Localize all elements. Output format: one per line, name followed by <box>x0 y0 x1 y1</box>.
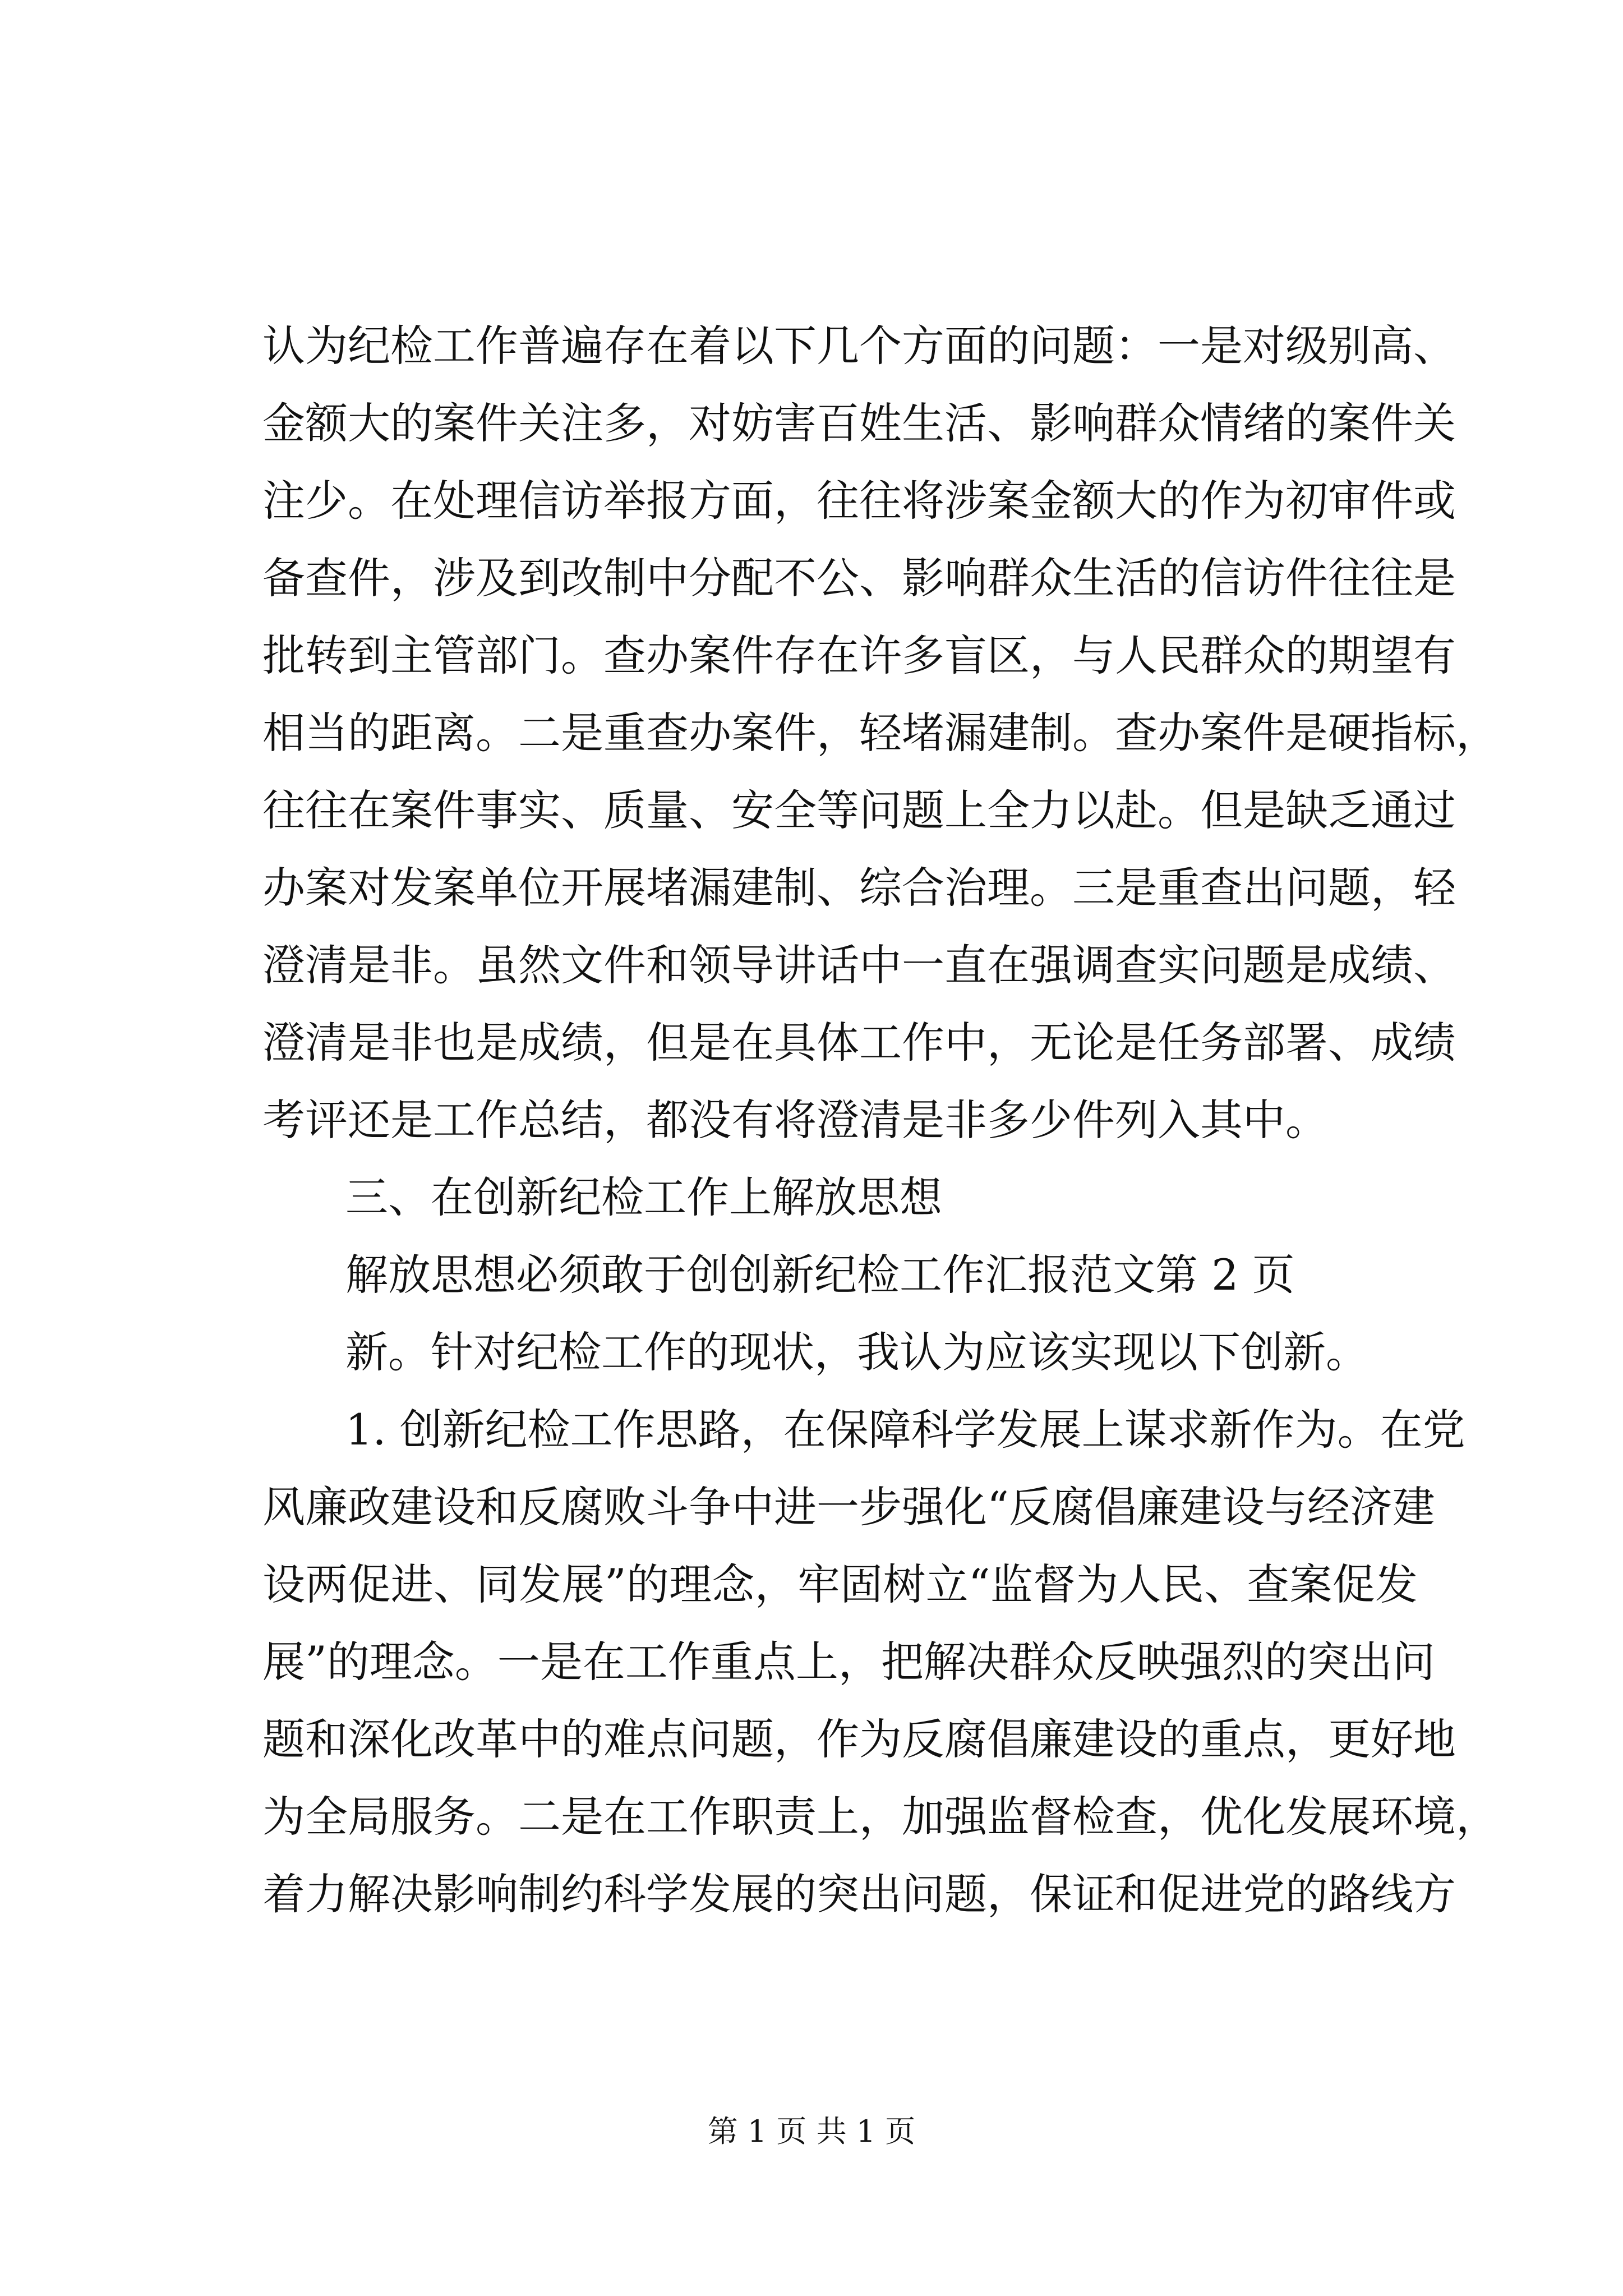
paragraph-line: 金额大的案件关注多，对妨害百姓生活、影响群众情绪的案件关 <box>262 398 1456 448</box>
paragraph-line: 设两促进、同发展”的理念，牢固树立“监督为人民、查案促发 <box>262 1559 1418 1609</box>
paragraph-line: 备查件，涉及到改制中分配不公、影响群众生活的信访件往往是 <box>262 553 1456 603</box>
paragraph-line: 注少。在处理信访举报方面，往往将涉案金额大的作为初审件或 <box>262 476 1456 526</box>
paragraph-line: 解放思想必须敢于创创新纪检工作汇报范文第 2 页 <box>345 1250 1295 1300</box>
paragraph-line: 往往在案件事实、质量、安全等问题上全力以赴。但是缺乏通过 <box>262 785 1456 835</box>
paragraph-line: 相当的距离。二是重查办案件，轻堵漏建制。查办案件是硬指标， <box>262 708 1498 758</box>
paragraph-line: 认为纪检工作普遍存在着以下几个方面的问题：一是对级别高、 <box>262 321 1456 371</box>
paragraph-line: 为全局服务。二是在工作职责上，加强监督检查，优化发展环境， <box>262 1792 1498 1842</box>
paragraph-line: 1. 创新纪检工作思路，在保障科学发展上谋求新作为。在党 <box>345 1405 1465 1455</box>
page-footer: 第 1 页 共 1 页 <box>707 2114 916 2149</box>
paragraph-line: 澄清是非也是成绩，但是在具体工作中，无论是任务部署、成绩 <box>262 1018 1456 1068</box>
paragraph-line: 批转到主管部门。查办案件存在许多盲区，与人民群众的期望有 <box>262 631 1456 680</box>
paragraph-line: 澄清是非。虽然文件和领导讲话中一直在强调查实问题是成绩、 <box>262 940 1456 990</box>
section-heading: 三、在创新纪检工作上解放思想 <box>345 1172 942 1222</box>
paragraph-line: 题和深化改革中的难点问题，作为反腐倡廉建设的重点，更好地 <box>262 1714 1456 1764</box>
document-body <box>262 307 1498 1933</box>
paragraph-line: 考评还是工作总结，都没有将澄清是非多少件列入其中。 <box>262 1095 1328 1145</box>
paragraph-line: 风廉政建设和反腐败斗争中进一步强化“反腐倡廉建设与经济建 <box>262 1482 1435 1532</box>
paragraph-line: 展”的理念。一是在工作重点上，把解决群众反映强烈的突出问 <box>262 1637 1435 1687</box>
paragraph-line: 着力解决影响制约科学发展的突出问题，保证和促进党的路线方 <box>262 1869 1456 1919</box>
paragraph-line: 办案对发案单位开展堵漏建制、综合治理。三是重查出问题，轻 <box>262 863 1456 913</box>
paragraph-line: 新。针对纪检工作的现状，我认为应该实现以下创新。 <box>345 1327 1368 1377</box>
